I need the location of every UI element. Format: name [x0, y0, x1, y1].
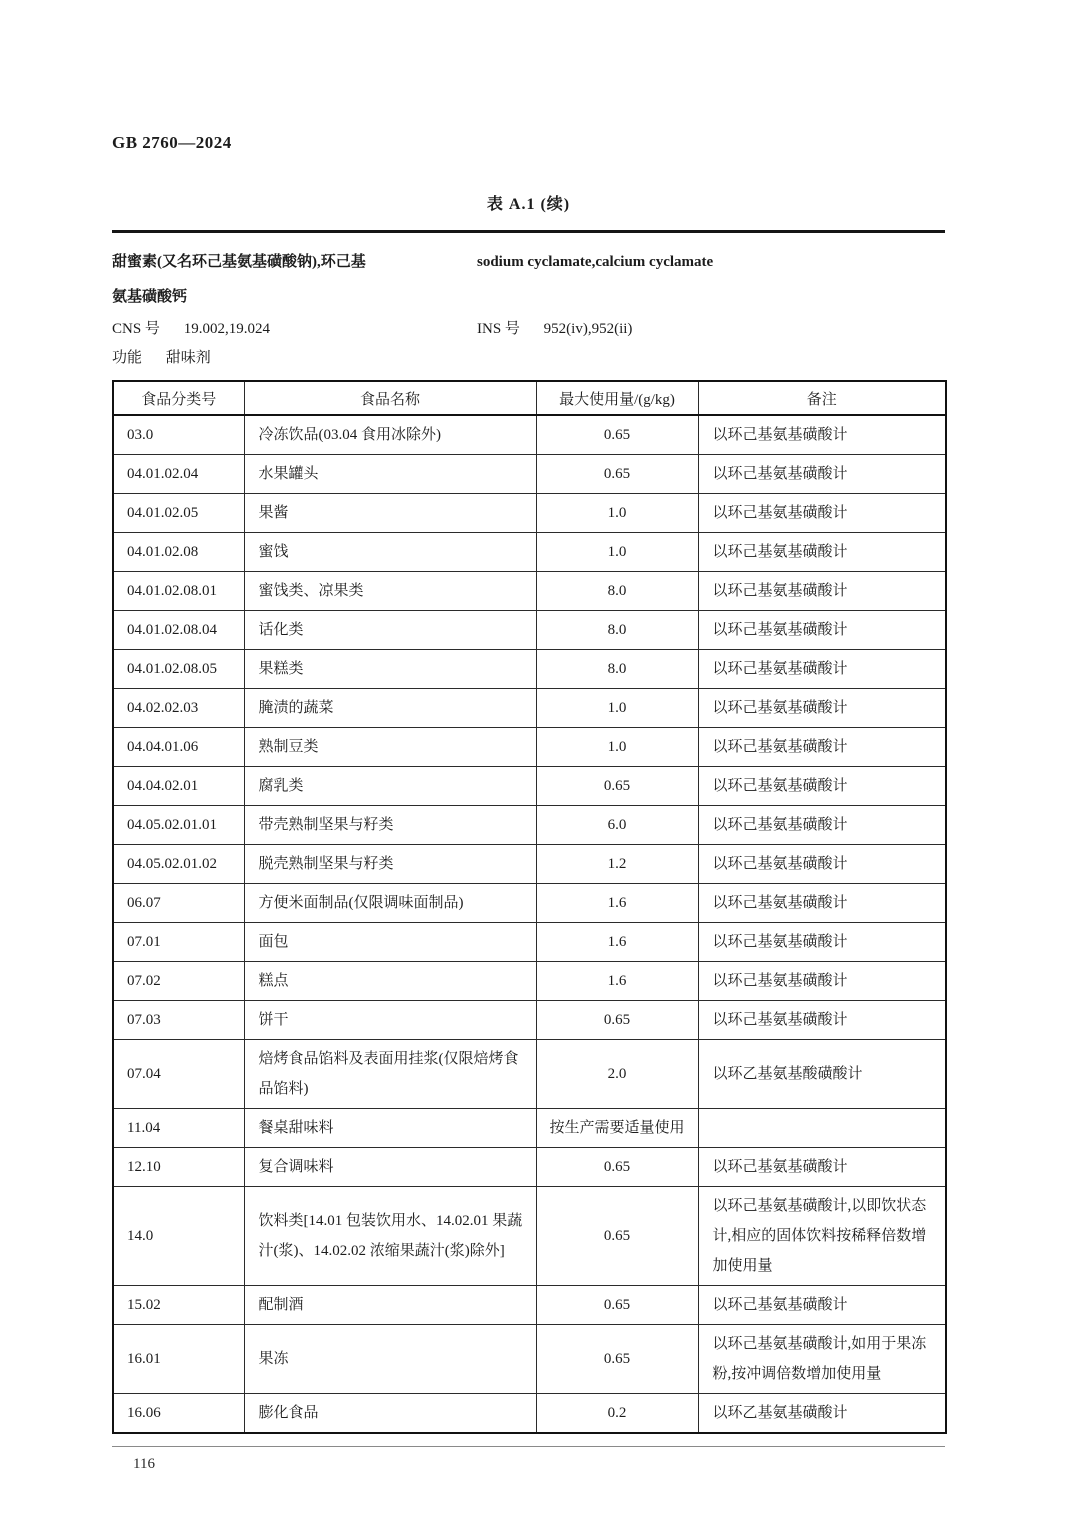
- food-name-cell: 配制酒: [244, 1286, 536, 1325]
- remark-cell: 以环己基氨基磺酸计: [698, 884, 946, 923]
- max-usage-cell: 1.2: [536, 845, 698, 884]
- food-name-cell: 方便米面制品(仅限调味面制品): [244, 884, 536, 923]
- remark-cell: 以环己基氨基磺酸计: [698, 1148, 946, 1187]
- food-category-cell: 04.01.02.05: [113, 494, 244, 533]
- remark-cell: 以环己基氨基磺酸计: [698, 806, 946, 845]
- max-usage-cell: 0.65: [536, 1286, 698, 1325]
- max-usage-cell: 0.65: [536, 767, 698, 806]
- table-row: [113, 923, 946, 962]
- max-usage-cell: 0.65: [536, 415, 698, 455]
- usage-limits-table: [112, 380, 947, 1434]
- food-category-cell: 04.01.02.08.01: [113, 572, 244, 611]
- max-usage-cell: 0.65: [536, 1325, 698, 1394]
- table-row: [113, 1325, 946, 1394]
- max-usage-cell: 0.2: [536, 1394, 698, 1434]
- function-value: 甜味剂: [165, 350, 211, 366]
- table-row: [113, 1286, 946, 1325]
- remark-cell: 以环己基氨基磺酸计: [698, 611, 946, 650]
- page-number: 116: [133, 1456, 155, 1472]
- food-name-cell: 餐桌甜味料: [244, 1109, 536, 1148]
- food-name-cell: 带壳熟制坚果与籽类: [244, 806, 536, 845]
- food-category-cell: 03.0: [113, 415, 244, 455]
- food-name-cell: 复合调味料: [244, 1148, 536, 1187]
- food-category-cell: 12.10: [113, 1148, 244, 1187]
- food-category-cell: 06.07: [113, 884, 244, 923]
- function-row: [112, 344, 945, 373]
- table-row: [113, 962, 946, 1001]
- food-category-cell: 04.02.02.03: [113, 689, 244, 728]
- table-header-row: [113, 381, 946, 415]
- food-category-cell: 04.04.01.06: [113, 728, 244, 767]
- table-row: [113, 689, 946, 728]
- table-row: [113, 1187, 946, 1286]
- remark-cell: 以环己基氨基磺酸计: [698, 845, 946, 884]
- max-usage-cell: 0.65: [536, 1001, 698, 1040]
- function-label: 功能: [112, 350, 143, 366]
- table-row: [113, 415, 946, 455]
- additive-name-row: [112, 245, 945, 315]
- max-usage-cell: 6.0: [536, 806, 698, 845]
- remark-cell: [698, 1109, 946, 1148]
- col-header-food-name: 食品名称: [244, 381, 536, 415]
- table-row: [113, 494, 946, 533]
- food-category-cell: 16.06: [113, 1394, 244, 1434]
- remark-cell: 以环己基氨基磺酸计: [698, 1286, 946, 1325]
- additive-codes-row: [112, 315, 945, 344]
- food-name-cell: 膨化食品: [244, 1394, 536, 1434]
- food-category-cell: 04.01.02.08: [113, 533, 244, 572]
- remark-cell: 以环己基氨基磺酸计: [698, 650, 946, 689]
- food-category-cell: 04.01.02.08.05: [113, 650, 244, 689]
- food-name-cell: 果冻: [244, 1325, 536, 1394]
- food-name-cell: 水果罐头: [244, 455, 536, 494]
- max-usage-cell: 1.0: [536, 689, 698, 728]
- table-row: [113, 611, 946, 650]
- table-row: [113, 1394, 946, 1434]
- max-usage-cell: 1.0: [536, 533, 698, 572]
- food-name-cell: 焙烤食品馅料及表面用挂浆(仅限焙烤食品馅料): [244, 1040, 536, 1109]
- food-category-cell: 07.02: [113, 962, 244, 1001]
- table-row: [113, 1040, 946, 1109]
- max-usage-cell: 8.0: [536, 611, 698, 650]
- remark-cell: 以环己基氨基磺酸计: [698, 415, 946, 455]
- max-usage-cell: 0.65: [536, 1187, 698, 1286]
- additive-info-block: [112, 245, 945, 373]
- food-name-cell: 果酱: [244, 494, 536, 533]
- max-usage-cell: 1.0: [536, 728, 698, 767]
- max-usage-cell: 1.6: [536, 962, 698, 1001]
- additive-name-zh: [112, 245, 477, 315]
- section-divider-rule: [112, 230, 945, 233]
- col-header-remark: 备注: [698, 381, 946, 415]
- table-row: [113, 1109, 946, 1148]
- food-name-cell: 面包: [244, 923, 536, 962]
- food-name-cell: 冷冻饮品(03.04 食用冰除外): [244, 415, 536, 455]
- remark-cell: 以环己基氨基磺酸计: [698, 923, 946, 962]
- food-category-cell: 04.04.02.01: [113, 767, 244, 806]
- remark-cell: 以环己基氨基磺酸计: [698, 728, 946, 767]
- table-row: [113, 650, 946, 689]
- food-category-cell: 04.01.02.04: [113, 455, 244, 494]
- remark-cell: 以环己基氨基磺酸计: [698, 494, 946, 533]
- table-row: [113, 806, 946, 845]
- additive-name-zh-line1: 甜蜜素(又名环己基氨基磺酸钠),环己基: [112, 254, 366, 270]
- table-row: [113, 533, 946, 572]
- food-name-cell: 糕点: [244, 962, 536, 1001]
- footer-divider-rule: [112, 1446, 945, 1447]
- table-row: [113, 845, 946, 884]
- max-usage-cell: 1.0: [536, 494, 698, 533]
- table-row: [113, 767, 946, 806]
- food-name-cell: 话化类: [244, 611, 536, 650]
- food-name-cell: 熟制豆类: [244, 728, 536, 767]
- food-name-cell: 饮料类[14.01 包装饮用水、14.02.01 果蔬汁(浆)、14.02.02 浓缩果蔬汁(浆)除外]: [244, 1187, 536, 1286]
- remark-cell: 以环己基氨基磺酸计: [698, 533, 946, 572]
- max-usage-cell: 按生产需要适量使用: [536, 1109, 698, 1148]
- food-category-cell: 07.03: [113, 1001, 244, 1040]
- document-page: [112, 0, 945, 1473]
- food-category-cell: 16.01: [113, 1325, 244, 1394]
- max-usage-cell: 1.6: [536, 884, 698, 923]
- table-row: [113, 572, 946, 611]
- additive-name-en: sodium cyclamate,calcium cyclamate: [477, 254, 714, 270]
- table-row: [113, 728, 946, 767]
- standard-number: GB 2760—2024: [112, 133, 232, 152]
- remark-cell: 以环己基氨基磺酸计: [698, 572, 946, 611]
- table-row: [113, 884, 946, 923]
- food-category-cell: 11.04: [113, 1109, 244, 1148]
- remark-cell: 以环己基氨基磺酸计: [698, 962, 946, 1001]
- max-usage-cell: 8.0: [536, 650, 698, 689]
- table-row: [113, 1001, 946, 1040]
- col-header-category: 食品分类号: [113, 381, 244, 415]
- table-row: [113, 455, 946, 494]
- food-category-cell: 15.02: [113, 1286, 244, 1325]
- remark-cell: 以环己基氨基磺酸计: [698, 767, 946, 806]
- remark-cell: 以环己基氨基磺酸计: [698, 1001, 946, 1040]
- max-usage-cell: 1.6: [536, 923, 698, 962]
- food-name-cell: 腌渍的蔬菜: [244, 689, 536, 728]
- remark-cell: 以环乙基氨基磺酸计: [698, 1394, 946, 1434]
- max-usage-cell: 0.65: [536, 455, 698, 494]
- remark-cell: 以环己基氨基磺酸计,以即饮状态计,相应的固体饮料按稀释倍数增加使用量: [698, 1187, 946, 1286]
- cns-entry: [112, 315, 477, 344]
- ins-label: INS 号: [477, 321, 520, 337]
- food-name-cell: 腐乳类: [244, 767, 536, 806]
- food-name-cell: 饼干: [244, 1001, 536, 1040]
- cns-label: CNS 号: [112, 321, 160, 337]
- food-name-cell: 蜜饯: [244, 533, 536, 572]
- food-name-cell: 果糕类: [244, 650, 536, 689]
- table-row: [113, 1148, 946, 1187]
- col-header-max-usage: 最大使用量/(g/kg): [536, 381, 698, 415]
- max-usage-cell: 2.0: [536, 1040, 698, 1109]
- ins-value: 952(iv),952(ii): [543, 321, 633, 337]
- food-name-cell: 蜜饯类、凉果类: [244, 572, 536, 611]
- cns-value: 19.002,19.024: [183, 321, 270, 337]
- remark-cell: 以环己基氨基磺酸计: [698, 455, 946, 494]
- food-category-cell: 04.05.02.01.02: [113, 845, 244, 884]
- food-name-cell: 脱壳熟制坚果与籽类: [244, 845, 536, 884]
- additive-name-zh-line2: 氨基磺酸钙: [112, 289, 188, 305]
- food-category-cell: 07.01: [113, 923, 244, 962]
- table-caption: 表 A.1 (续): [486, 196, 571, 213]
- max-usage-cell: 0.65: [536, 1148, 698, 1187]
- remark-cell: 以环乙基氨基酸磺酸计: [698, 1040, 946, 1109]
- food-category-cell: 14.0: [113, 1187, 244, 1286]
- max-usage-cell: 8.0: [536, 572, 698, 611]
- remark-cell: 以环己基氨基磺酸计: [698, 689, 946, 728]
- food-category-cell: 04.05.02.01.01: [113, 806, 244, 845]
- food-category-cell: 07.04: [113, 1040, 244, 1109]
- ins-entry: [477, 315, 945, 344]
- remark-cell: 以环己基氨基磺酸计,如用于果冻粉,按冲调倍数增加使用量: [698, 1325, 946, 1394]
- food-category-cell: 04.01.02.08.04: [113, 611, 244, 650]
